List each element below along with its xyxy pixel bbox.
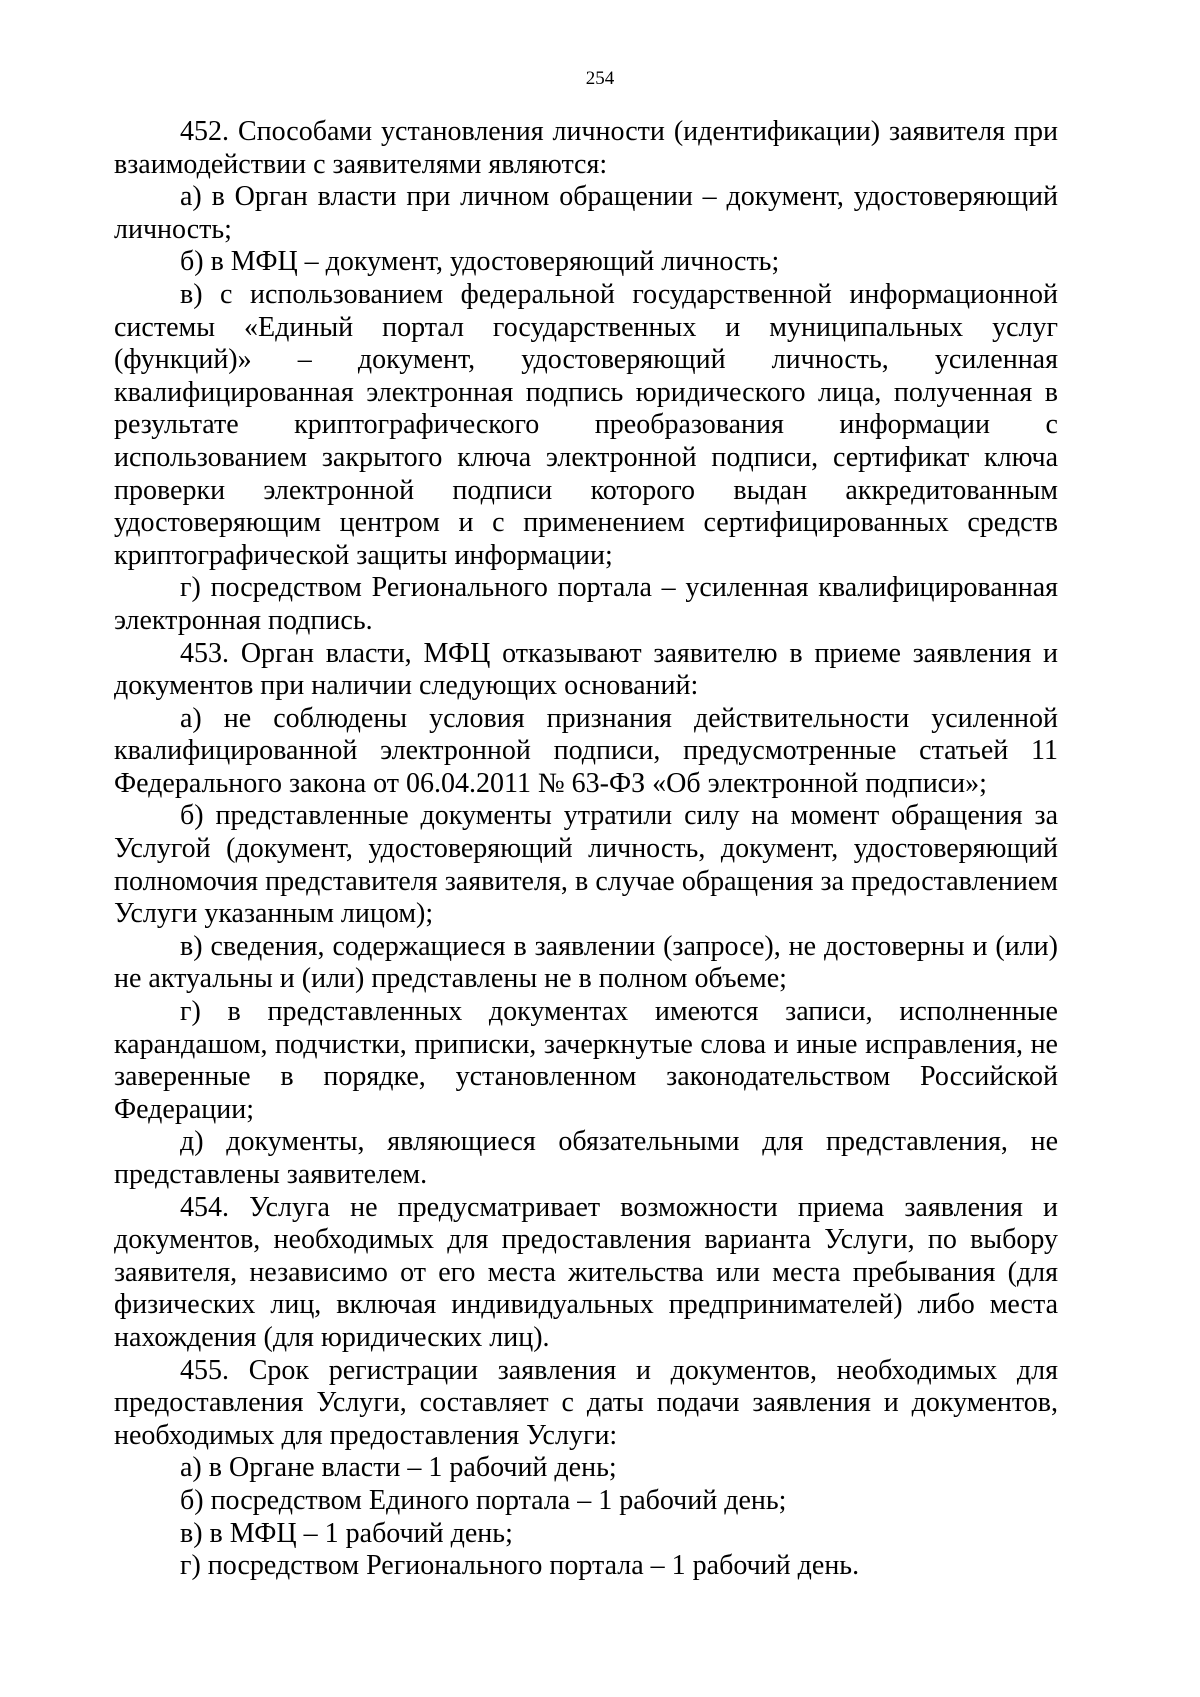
paragraph-455-a: а) в Органе власти – 1 рабочий день; xyxy=(180,1452,617,1484)
paragraph-453-b: б) представленные документы утратили силу на момент обращения за Услугой (документ, удостоверяющий личность, документ, удостоверяющий полномочия представителя заявителя, в случае обращения за предоставлением Услуги указанным лицом); xyxy=(114,800,1058,930)
paragraph-453-g: г) в представленных документах имеются записи, исполненные карандашом, подчистки, приписки, зачеркнутые слова и иные исправления, не заверенные в порядке, установленном законодательством Российской Федерации; xyxy=(114,996,1058,1125)
paragraph-455-g: г) посредством Регионального портала – 1 рабочий день. xyxy=(180,1550,860,1582)
paragraph-452-b: б) в МФЦ – документ, удостоверяющий личность; xyxy=(180,246,780,278)
paragraph-453: 453. Орган власти, МФЦ отказывают заявителю в приеме заявления и документов при наличии следующих оснований: xyxy=(114,637,1058,702)
paragraph-455-v: в) в МФЦ – 1 рабочий день; xyxy=(180,1517,513,1549)
page-number: 254 xyxy=(585,68,615,89)
paragraph-453-v: в) сведения, содержащиеся в заявлении (запросе), не достоверны и (или) не актуальны и (или) представлены не в полном объеме; xyxy=(114,930,1058,995)
paragraph-452: 452. Способами установления личности (идентификации) заявителя при взаимодействии с заявителями являются: xyxy=(114,116,1058,180)
paragraph-452-g: г) посредством Регионального портала – усиленная квалифицированная электронная подпись. xyxy=(114,572,1058,636)
paragraph-452-a: а) в Орган власти при личном обращении – документ, удостоверяющий личность; xyxy=(114,181,1058,245)
paragraph-454: 454. Услуга не предусматривает возможности приема заявления и документов, необходимых для предоставления варианта Услуги, по выбору заявителя, независимо от его места жительства или места пребывания (для физических лиц, включая индивидуальных предпринимателей) либо места нахождения (для юридических лиц). xyxy=(114,1191,1058,1353)
paragraph-455: 455. Срок регистрации заявления и документов, необходимых для предоставления Услуги, составляет с даты подачи заявления и документов, необходимых для предоставления Услуги: xyxy=(114,1354,1058,1451)
paragraph-453-a: а) не соблюдены условия признания действительности усиленной квалифицированной электронной подписи, предусмотренные статьей 11 Федерального закона от 06.04.2011 № 63-ФЗ «Об электронной подписи»; xyxy=(114,702,1058,799)
document-body xyxy=(114,116,1058,1583)
paragraph-453-d: д) документы, являющиеся обязательными для представления, не представлены заявителем. xyxy=(114,1126,1058,1190)
paragraph-452-v: в) с использованием федеральной государственной информационной системы «Единый портал государственных и муниципальных услуг (функций)» – документ, удостоверяющий личность, усиленная квалифицированная электронная подпись юридического лица, полученная в результате криптографического преобразования информации с использованием закрытого ключа электронной подписи, сертификат ключа проверки электронной подписи которого выдан аккредитованным удостоверяющим центром и с применением сертифицированных средств криптографической защиты информации; xyxy=(114,278,1058,571)
paragraph-455-b: б) посредством Единого портала – 1 рабочий день; xyxy=(180,1484,787,1516)
